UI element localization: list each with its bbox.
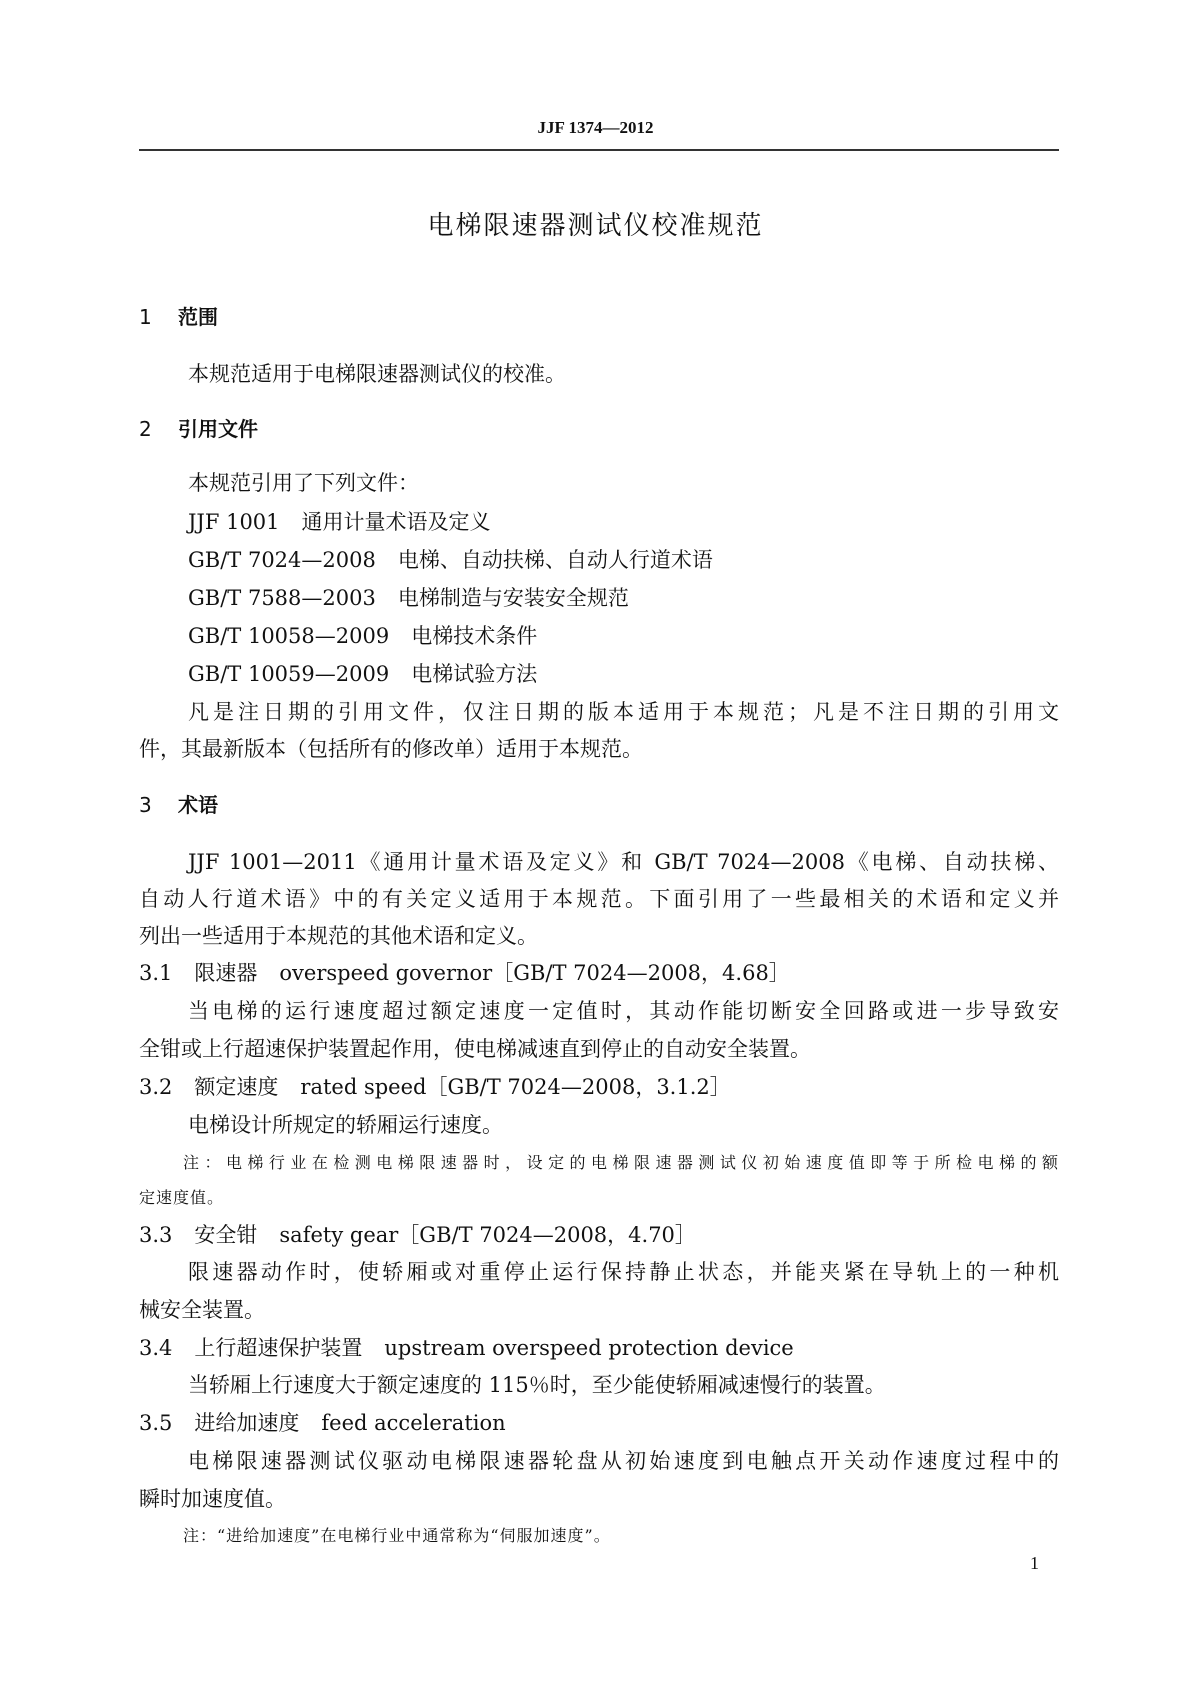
definition-line: 当电梯的运行速度超过额定速度一定值时，其动作能切断安全回路或进一步导致安 <box>188 999 1059 1023</box>
term-en: upstream overspeed protection device <box>384 1336 794 1360</box>
term-zh: 安全钳 <box>194 1223 258 1247</box>
ref-code: GB/T 10059—2009 <box>188 662 390 686</box>
term-en: rated speed［GB/T 7024—2008，3.1.2］ <box>300 1075 731 1099</box>
reference-item <box>188 659 1059 689</box>
paragraph-line: 凡是注日期的引用文件，仅注日期的版本适用于本规范；凡是不注日期的引用文 <box>188 700 1059 724</box>
term-number: 3.5 <box>139 1411 173 1435</box>
section-number: 1 <box>139 305 152 329</box>
definition-line: 当轿厢上行速度大于额定速度的 115％时，至少能使轿厢减速慢行的装置。 <box>188 1373 886 1397</box>
paragraph-line: 件，其最新版本（包括所有的修改单）适用于本规范。 <box>139 737 643 761</box>
definition-line: 瞬时加速度值。 <box>139 1487 286 1511</box>
term-3-4 <box>139 1333 1059 1363</box>
section-number: 3 <box>139 793 152 817</box>
term-number: 3.3 <box>139 1223 173 1247</box>
paragraph-line: 自动人行道术语》中的有关定义适用于本规范。下面引用了一些最相关的术语和定义并 <box>139 887 1059 911</box>
term-3-3 <box>139 1220 1059 1250</box>
note-line: 注：电梯行业在检测电梯限速器时，设定的电梯限速器测试仪初始速度值即等于所检电梯的额 <box>183 1153 1059 1172</box>
document-title: 电梯限速器测试仪校准规范 <box>427 211 764 241</box>
reference-item <box>188 507 1059 537</box>
term-en: safety gear［GB/T 7024—2008，4.70］ <box>279 1223 696 1247</box>
paragraph-line: 列出一些适用于本规范的其他术语和定义。 <box>139 924 538 948</box>
section-2-heading <box>139 414 1059 444</box>
section-title: 引用文件 <box>178 417 258 441</box>
term-en: feed acceleration <box>321 1411 506 1435</box>
note-line: 注：“进给加速度”在电梯行业中通常称为“伺服加速度”。 <box>183 1526 611 1545</box>
ref-name: 电梯制造与安装安全规范 <box>397 586 629 610</box>
paragraph: 本规范适用于电梯限速器测试仪的校准。 <box>188 362 566 386</box>
section-title: 范围 <box>178 305 218 329</box>
reference-item <box>188 545 1059 575</box>
section-number: 2 <box>139 417 152 441</box>
paragraph-line: JJF 1001—2011《通用计量术语及定义》和 GB/T 7024—2008《电梯、自动扶梯、 <box>188 850 1059 874</box>
definition-line: 电梯设计所规定的轿厢运行速度。 <box>188 1113 503 1137</box>
ref-name: 电梯技术条件 <box>411 624 538 648</box>
section-title: 术语 <box>178 793 218 817</box>
reference-item <box>188 583 1059 613</box>
page-number: 1 <box>1030 1553 1039 1573</box>
definition-line: 械安全装置。 <box>139 1298 265 1322</box>
section-3-heading <box>139 790 1059 820</box>
definition-line: 限速器动作时，使轿厢或对重停止运行保持静止状态，并能夹紧在导轨上的一种机 <box>188 1260 1059 1284</box>
term-3-2 <box>139 1072 1059 1102</box>
ref-name: 电梯、自动扶梯、自动人行道术语 <box>397 548 713 572</box>
definition-line: 电梯限速器测试仪驱动电梯限速器轮盘从初始速度到电触点开关动作速度过程中的 <box>188 1449 1059 1473</box>
ref-code: GB/T 10058—2009 <box>188 624 390 648</box>
ref-code: GB/T 7588—2003 <box>188 586 376 610</box>
ref-code: JJF 1001 <box>188 510 280 534</box>
definition-line: 全钳或上行超速保护装置起作用，使电梯减速直到停止的自动安全装置。 <box>139 1037 811 1061</box>
term-number: 3.1 <box>139 961 173 985</box>
ref-name: 电梯试验方法 <box>411 662 538 686</box>
ref-name: 通用计量术语及定义 <box>301 510 491 534</box>
term-zh: 额定速度 <box>194 1075 279 1099</box>
term-number: 3.4 <box>139 1336 173 1360</box>
term-zh: 上行超速保护装置 <box>194 1336 363 1360</box>
reference-item <box>188 621 1059 651</box>
term-3-1 <box>139 958 1059 988</box>
paragraph: 本规范引用了下列文件： <box>188 471 419 495</box>
term-en: overspeed governor［GB/T 7024—2008，4.68］ <box>279 961 790 985</box>
note-line: 定速度值。 <box>139 1188 225 1207</box>
running-header: JJF 1374—2012 <box>537 118 654 137</box>
section-1-heading <box>139 302 1059 332</box>
term-zh: 进给加速度 <box>194 1411 300 1435</box>
term-3-5 <box>139 1408 1059 1438</box>
term-number: 3.2 <box>139 1075 173 1099</box>
header-rule <box>139 149 1059 151</box>
term-zh: 限速器 <box>194 961 258 985</box>
ref-code: GB/T 7024—2008 <box>188 548 376 572</box>
